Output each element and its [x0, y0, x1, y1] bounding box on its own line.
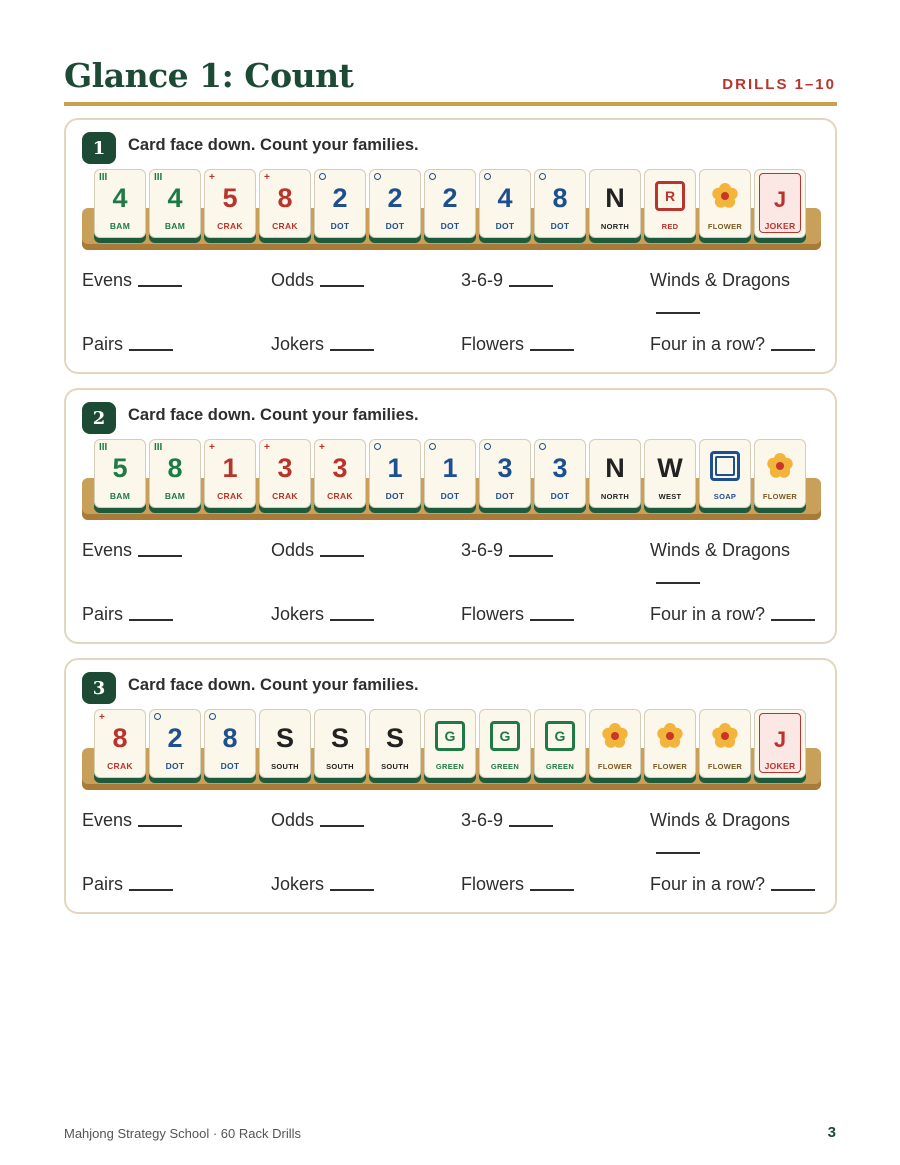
count-tri	[461, 540, 553, 561]
count-label: Jokers	[271, 604, 325, 624]
count-label: Evens	[82, 810, 133, 830]
count-label: 3-6-9	[461, 270, 504, 290]
flower-icon	[601, 722, 629, 750]
tile-value: 8	[277, 183, 293, 213]
count-label: 3-6-9	[461, 540, 504, 560]
tile-value: 1	[222, 453, 238, 483]
dot-suit-icon	[539, 442, 546, 453]
mahjong-tile	[369, 439, 421, 508]
crak-suit-icon: +	[319, 442, 325, 453]
count-flowers	[461, 604, 574, 625]
tile-value: 2	[167, 723, 183, 753]
bam-suit-icon: III	[154, 442, 163, 453]
title-rule	[64, 102, 837, 106]
tile-label: CRAK	[107, 761, 133, 771]
count-worksheet	[82, 810, 822, 900]
answer-blank[interactable]	[330, 349, 374, 351]
count-odds	[271, 270, 364, 291]
tile-label: FLOWER	[652, 762, 688, 771]
tile-value: 2	[387, 183, 403, 213]
mahjong-tile	[424, 169, 476, 238]
answer-blank[interactable]	[138, 825, 182, 827]
count-tri	[461, 810, 553, 831]
mahjong-tile	[699, 439, 751, 508]
mahjong-tile	[479, 439, 531, 508]
dot-suit-icon	[154, 712, 161, 723]
answer-blank[interactable]	[138, 555, 182, 557]
tile-value: J	[773, 727, 787, 752]
tile-label: SOUTH	[381, 762, 409, 771]
mahjong-tile	[644, 439, 696, 508]
tile-label: DOT	[440, 491, 460, 501]
drill-prompt: Card face down. Count your families.	[128, 406, 419, 424]
mahjong-tile	[534, 709, 586, 778]
answer-blank[interactable]	[129, 889, 173, 891]
drill-prompt: Card face down. Count your families.	[128, 136, 419, 154]
answer-blank[interactable]	[320, 285, 364, 287]
drill-card	[64, 118, 837, 374]
count-tri	[461, 270, 553, 291]
answer-blank[interactable]	[320, 555, 364, 557]
tile-row	[94, 709, 806, 778]
tile-label: FLOWER	[597, 762, 633, 771]
tile-value: 4	[167, 183, 183, 213]
count-label: Odds	[271, 540, 315, 560]
mahjong-tile	[534, 169, 586, 238]
tile-label: DOT	[385, 221, 405, 231]
page-number: 3	[827, 1124, 836, 1141]
bam-suit-icon: III	[154, 172, 163, 183]
count-label: Jokers	[271, 334, 325, 354]
answer-blank[interactable]	[771, 619, 815, 621]
tile-value: 8	[552, 183, 568, 213]
count-label: Flowers	[461, 604, 525, 624]
mahjong-tile	[644, 169, 696, 238]
footer-book-title: Mahjong Strategy School · 60 Rack Drills	[64, 1126, 301, 1141]
count-odds	[271, 810, 364, 831]
tile-value: 8	[112, 723, 128, 753]
dot-suit-icon	[319, 172, 326, 183]
count-winds-dragons	[650, 810, 790, 831]
tile-label: BAM	[109, 491, 131, 501]
mahjong-tile	[534, 439, 586, 508]
tile-value: 2	[442, 183, 458, 213]
mahjong-tile	[149, 709, 201, 778]
tile-label: SOUTH	[271, 762, 299, 771]
tile-label: CRAK	[327, 491, 353, 501]
count-label: Evens	[82, 540, 133, 560]
tile-label: CRAK	[272, 491, 298, 501]
answer-blank[interactable]	[330, 619, 374, 621]
count-label: Flowers	[461, 874, 525, 894]
tile-label: FLOWER	[707, 222, 743, 231]
tile-label: WEST	[658, 492, 682, 501]
tile-value: 5	[222, 183, 238, 213]
count-winds-dragons	[650, 270, 790, 291]
tile-value: 3	[552, 453, 568, 483]
answer-blank[interactable]	[771, 889, 815, 891]
tile-label: SOUTH	[326, 762, 354, 771]
count-four-row	[650, 874, 815, 895]
drill-number-badge: 1	[82, 132, 116, 164]
tile-value: 1	[387, 453, 403, 483]
tile-label: BAM	[164, 221, 186, 231]
answer-blank[interactable]	[509, 555, 553, 557]
mahjong-tile	[314, 169, 366, 238]
tile-label: NORTH	[600, 492, 630, 501]
flower-icon	[711, 722, 739, 750]
answer-blank[interactable]	[771, 349, 815, 351]
tile-label: CRAK	[217, 491, 243, 501]
count-winds-dragons	[650, 540, 790, 561]
drill-prompt: Card face down. Count your families.	[128, 676, 419, 694]
count-label: Pairs	[82, 334, 124, 354]
dot-suit-icon	[374, 442, 381, 453]
dot-suit-icon	[539, 172, 546, 183]
count-evens	[82, 540, 182, 561]
count-jokers	[271, 874, 374, 895]
count-four-row	[650, 334, 815, 355]
mahjong-tile	[94, 169, 146, 238]
tile-value: N	[605, 183, 625, 213]
mahjong-tile	[149, 169, 201, 238]
count-label: Four in a row?	[650, 334, 766, 354]
mahjong-tile	[424, 439, 476, 508]
tile-value: R	[664, 188, 676, 204]
tile-label: GREEN	[490, 762, 520, 771]
tile-value: W	[657, 453, 683, 483]
mahjong-tile	[259, 169, 311, 238]
tile-label: DOT	[550, 491, 570, 501]
drill-number-badge: 3	[82, 672, 116, 704]
count-label: Pairs	[82, 874, 124, 894]
mahjong-tile	[479, 709, 531, 778]
tile-label: BAM	[164, 491, 186, 501]
flower-icon	[766, 452, 794, 480]
mahjong-tile	[699, 709, 751, 778]
tile-label: DOT	[440, 221, 460, 231]
mahjong-tile	[589, 709, 641, 778]
flower-icon	[711, 182, 739, 210]
tile-label: DOT	[550, 221, 570, 231]
count-pairs	[82, 604, 173, 625]
count-label: Pairs	[82, 604, 124, 624]
dot-suit-icon	[484, 442, 491, 453]
tile-value: G	[444, 728, 456, 744]
tile-label: GREEN	[435, 762, 465, 771]
dot-suit-icon	[484, 172, 491, 183]
count-four-row	[650, 604, 815, 625]
drill-number-badge: 2	[82, 402, 116, 434]
count-worksheet	[82, 540, 822, 630]
page-title: Glance 1: Count	[64, 56, 354, 95]
tile-value: 5	[112, 453, 128, 483]
tile-label: CRAK	[217, 221, 243, 231]
tile-label: DOT	[220, 761, 240, 771]
answer-blank[interactable]	[530, 349, 574, 351]
mahjong-tile	[699, 169, 751, 238]
dot-suit-icon	[209, 712, 216, 723]
count-label: Winds & Dragons	[650, 810, 791, 830]
answer-blank[interactable]	[656, 582, 700, 584]
count-label: Winds & Dragons	[650, 270, 791, 290]
crak-suit-icon: +	[209, 442, 215, 453]
mahjong-tile	[204, 439, 256, 508]
count-label: Four in a row?	[650, 874, 766, 894]
count-label: Flowers	[461, 334, 525, 354]
tile-label: CRAK	[272, 221, 298, 231]
soap-dragon-icon	[710, 451, 740, 481]
tile-label: DOT	[495, 491, 515, 501]
count-label: Four in a row?	[650, 604, 766, 624]
tile-value: 8	[222, 723, 238, 753]
tile-label: NORTH	[600, 222, 630, 231]
count-worksheet	[82, 270, 822, 360]
mahjong-tile	[754, 169, 806, 238]
green-dragon-icon	[435, 721, 465, 751]
tile-label: JOKER	[764, 761, 796, 771]
count-evens	[82, 810, 182, 831]
tile-value: J	[773, 187, 787, 212]
mahjong-tile	[369, 169, 421, 238]
tile-value: 3	[497, 453, 513, 483]
bam-suit-icon: III	[99, 172, 108, 183]
tile-label: FLOWER	[762, 492, 798, 501]
drills-list	[64, 118, 837, 928]
count-jokers	[271, 604, 374, 625]
flower-icon	[656, 722, 684, 750]
tile-value: G	[499, 728, 511, 744]
tile-value: 3	[332, 453, 348, 483]
red-dragon-icon	[655, 181, 685, 211]
count-pairs	[82, 334, 173, 355]
tile-label: SOAP	[713, 492, 737, 501]
count-pairs	[82, 874, 173, 895]
answer-blank[interactable]	[509, 825, 553, 827]
dot-suit-icon	[374, 172, 381, 183]
answer-blank[interactable]	[330, 889, 374, 891]
section-tag: DRILLS 1–10	[722, 76, 836, 93]
mahjong-tile	[424, 709, 476, 778]
mahjong-tile	[314, 439, 366, 508]
mahjong-tile	[94, 439, 146, 508]
mahjong-tile	[589, 439, 641, 508]
count-label: 3-6-9	[461, 810, 504, 830]
tile-value: G	[554, 728, 566, 744]
mahjong-tile	[754, 439, 806, 508]
count-label: Winds & Dragons	[650, 540, 791, 560]
tile-label: JOKER	[764, 221, 796, 231]
tile-label: BAM	[109, 221, 131, 231]
answer-blank[interactable]	[138, 285, 182, 287]
tile-label: DOT	[330, 221, 350, 231]
answer-blank[interactable]	[530, 619, 574, 621]
tile-label: GREEN	[545, 762, 575, 771]
tile-label: DOT	[495, 221, 515, 231]
count-jokers	[271, 334, 374, 355]
tile-value: S	[275, 723, 294, 753]
mahjong-tile	[204, 709, 256, 778]
bam-suit-icon: III	[99, 442, 108, 453]
green-dragon-icon	[490, 721, 520, 751]
mahjong-tile	[644, 709, 696, 778]
mahjong-tile	[479, 169, 531, 238]
crak-suit-icon: +	[264, 442, 270, 453]
answer-blank[interactable]	[656, 312, 700, 314]
answer-blank[interactable]	[656, 852, 700, 854]
tile-value: N	[605, 453, 625, 483]
tile-value: 3	[277, 453, 293, 483]
mahjong-tile	[94, 709, 146, 778]
count-label: Evens	[82, 270, 133, 290]
tile-value: 4	[112, 183, 128, 213]
count-label: Odds	[271, 270, 315, 290]
answer-blank[interactable]	[129, 619, 173, 621]
mahjong-tile	[369, 709, 421, 778]
dot-suit-icon	[429, 442, 436, 453]
tile-value: S	[385, 723, 404, 753]
tile-value: S	[330, 723, 349, 753]
crak-suit-icon: +	[264, 172, 270, 183]
count-flowers	[461, 334, 574, 355]
drill-card	[64, 658, 837, 914]
mahjong-tile	[149, 439, 201, 508]
count-flowers	[461, 874, 574, 895]
count-evens	[82, 270, 182, 291]
tile-value: 1	[442, 453, 458, 483]
mahjong-tile	[259, 709, 311, 778]
tile-label: DOT	[165, 761, 185, 771]
mahjong-tile	[204, 169, 256, 238]
count-label: Odds	[271, 810, 315, 830]
dot-suit-icon	[429, 172, 436, 183]
tile-label: FLOWER	[707, 762, 743, 771]
tile-label: RED	[661, 222, 679, 231]
answer-blank[interactable]	[129, 349, 173, 351]
count-label: Jokers	[271, 874, 325, 894]
tile-row	[94, 169, 806, 238]
mahjong-tile	[314, 709, 366, 778]
answer-blank[interactable]	[509, 285, 553, 287]
green-dragon-icon	[545, 721, 575, 751]
tile-label: DOT	[385, 491, 405, 501]
mahjong-tile	[259, 439, 311, 508]
tile-value: 2	[332, 183, 348, 213]
tile-value: 4	[497, 183, 513, 213]
crak-suit-icon: +	[209, 172, 215, 183]
tile-row	[94, 439, 806, 508]
answer-blank[interactable]	[320, 825, 364, 827]
mahjong-tile	[589, 169, 641, 238]
crak-suit-icon: +	[99, 712, 105, 723]
answer-blank[interactable]	[530, 889, 574, 891]
drill-card	[64, 388, 837, 644]
mahjong-tile	[754, 709, 806, 778]
count-odds	[271, 540, 364, 561]
tile-value: 8	[167, 453, 183, 483]
